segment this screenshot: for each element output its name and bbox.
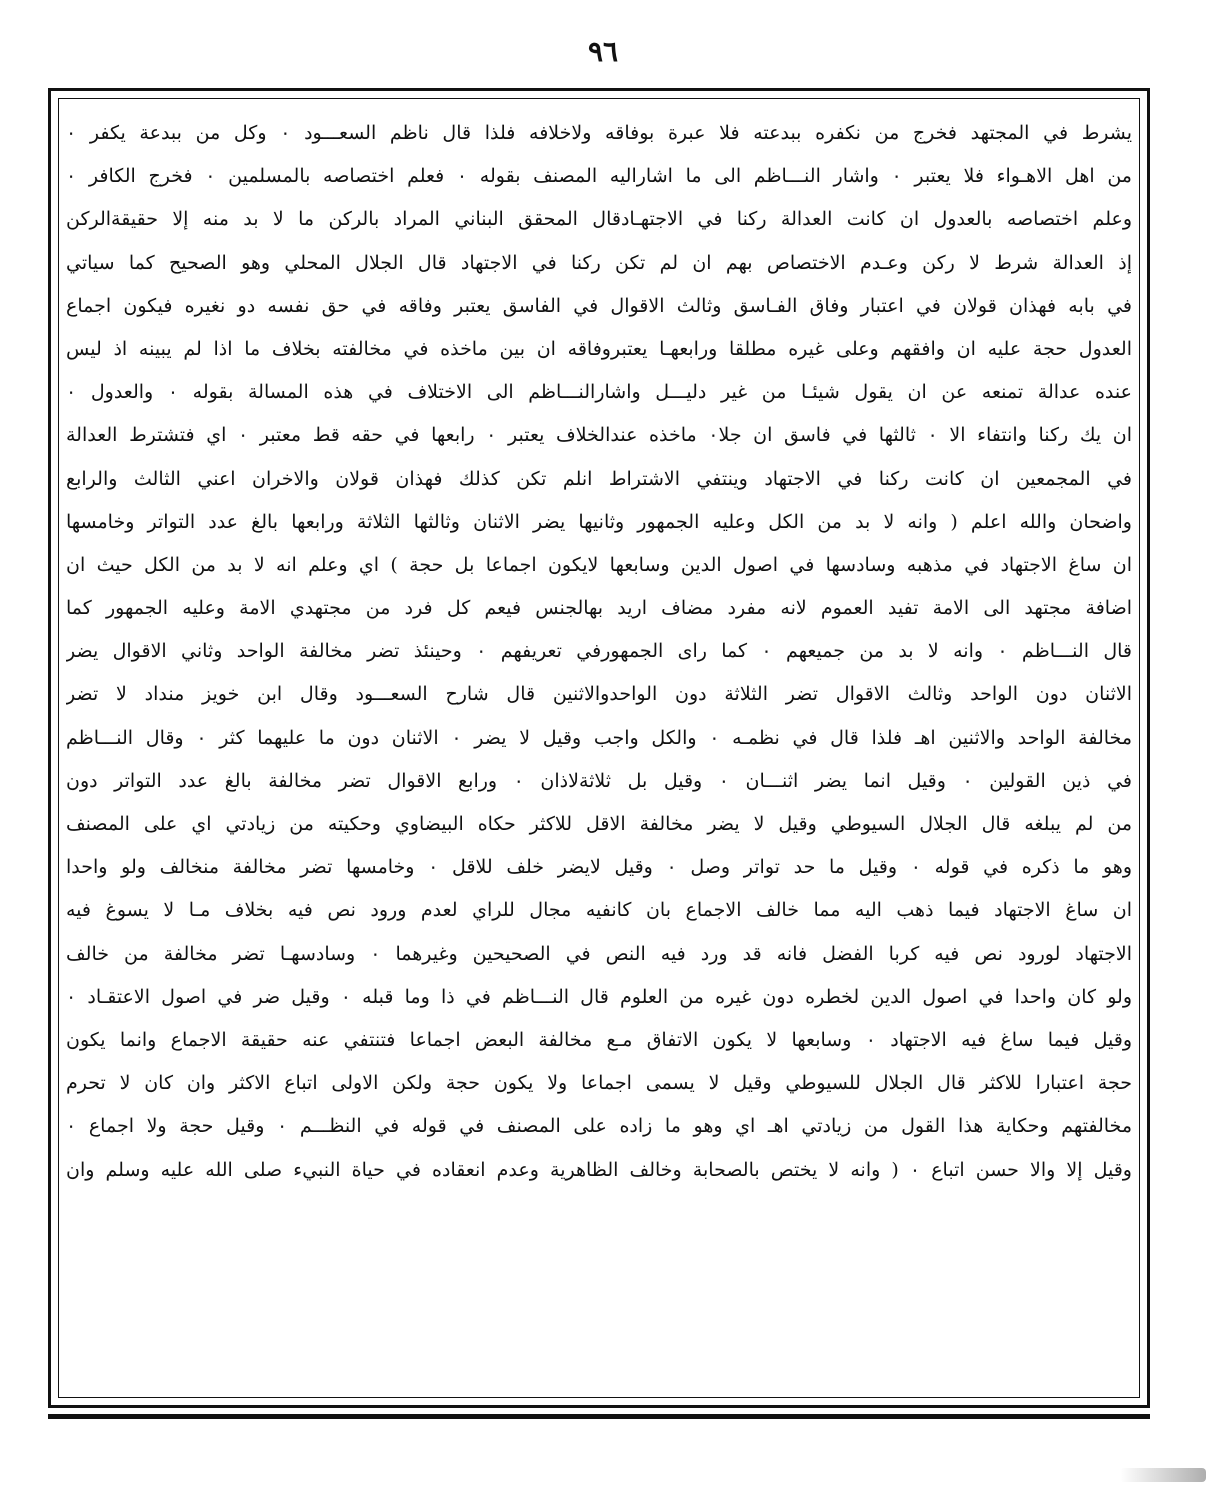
text-line: العدول حجة عليه ان وافقهم وعلى غيره مطلقا ورابعهـا يعتبروفاقه ان بين ماخذه في مخالفته بخلاف ما اذا لم يبينه اذ ليس	[66, 337, 1132, 360]
arabic-text-body	[66, 112, 1132, 1364]
text-line: ولو كان واحدا في اصول الدين لخطره دون غيره من العلوم قال النـــاظم في ذا وما قبله ٠ وقيل ضر في اصول الاعتقـاد ٠	[66, 985, 1132, 1008]
scan-smudge	[1120, 1468, 1206, 1482]
text-line: قال النـــاظم ٠ وانه لا بد من جميعهم ٠ كما راى الجمهورفي تعريفهم ٠ وحينئذ تضر مخالفة الواحد وثاني الاقوال يضر	[66, 640, 1132, 663]
text-line	[66, 1321, 1132, 1364]
text-line: واضحان والله اعلم ( وانه لا بد من الكل وعليه الجمهور وثانيها يضر الاثنان وثالثها الثلاثة ورابعها بالغ عدد التواتر وخامسها	[66, 510, 1132, 533]
text-line: مخالفتهم وحكاية هذا القول من زيادتي اهـ اي وهو ما زاده على المصنف في قوله في النظـــم ٠ وقيل حجة ولا اجماع ٠	[66, 1115, 1132, 1138]
text-line	[66, 1192, 1132, 1235]
text-line: إذ العدالة شرط لا ركن وعـدم الاختصاص بهم ان لم تكن ركنا في الاجتهاد قال الجلال المحلي وهو الصحيح كما سياتي	[66, 251, 1132, 274]
text-line: عنده عدالة تمنعه عن ان يقول شيئـا من غير دليـــل واشارالنـــاظم الى الاختلاف في هذه المسالة بقوله ٠ والعدول ٠	[66, 381, 1132, 404]
text-line: اضافة مجتهد الى الامة تفيد العموم لانه مفرد مضاف اريد بهالجنس فيعم كل فرد من مجتهدي الامة وعليه الجمهور كما	[66, 597, 1132, 620]
text-line: في بابه فهذان قولان في اعتبار وفاق الفـاسق وثالث الاقوال في الفاسق يعتبر وفاقه في حق نفسه دو نغيره فيكون اجماع	[66, 294, 1132, 317]
text-line: من لم يبلغه قال الجلال السيوطي وقيل لا يضر مخالفة الاقل للاكثر حكاه البيضاوي وحكيته من زيادتي اي على المصنف	[66, 813, 1132, 835]
text-line: من اهل الاهـواء فلا يعتبر ٠ واشار النـــاظم الى ما اشاراليه المصنف بقوله ٠ فعلم اختصاصه بالمسلمين ٠ فخرج الكافر ٠	[66, 165, 1132, 188]
text-line: مخالفة الواحد والاثنين اهـ فلذا قال في نظمـه ٠ والكل واجب وقيل لا يضر ٠ الاثنان دون ما عليهما كثر ٠ وقال النـــاظم	[66, 726, 1132, 749]
text-line: حجة اعتبارا للاكثر قال الجلال للسيوطي وقيل لا يسمى اجماعا ولا يكون حجة ولكن الاولى اتباع الاكثر وان كان لا تحرم	[66, 1072, 1132, 1095]
text-line: ان ساغ الاجتهاد في مذهبه وسادسها في اصول الدين وسابعها لايكون اجماعا بل حجة ) اي وعلم انه لا بد من الكل حيث ان	[66, 553, 1132, 576]
text-line: في المجمعين ان كانت ركنا في الاجتهاد وينتفي الاشتراط انلم تكن كذلك فهذان قولان والاخران اعني الثالث والرابع	[66, 467, 1132, 490]
text-line: وهو ما ذكره في قوله ٠ وقيل ما حد تواتر وصل ٠ وقيل لايضر خلف للاقل ٠ وخامسها تضر مخالفة منخالف ولو واحدا	[66, 856, 1132, 879]
text-line: الاثنان دون الواحد وثالث الاقوال تضر الثلاثة دون الواحدوالاثنين قال شارح السعـــود وقال ابن خويز منداد لا تضر	[66, 683, 1132, 706]
bottom-rule	[48, 1414, 1150, 1419]
text-line: يشرط في المجتهد فخرج من نكفره ببدعته فلا عبرة بوفاقه ولاخلافه فلذا قال ناظم السعـــود ٠ وكل من ببدعة يكفر ٠	[66, 122, 1132, 144]
text-line: ان يك ركنا وانتفاء الا ٠ ثالثها في فاسق ان جلا٠ ماخذه عندالخلاف يعتبر ٠ رابعها في حقه قط معتبر ٠ اي فتشترط العدالة	[66, 424, 1132, 447]
text-line: ان ساغ الاجتهاد فيما ذهب اليه مما خالف الاجماع بان كانفيه مجال للراي لعدم ورود نص فيه بخلاف مـا لا يسوغ فيه	[66, 899, 1132, 922]
text-line	[66, 1235, 1132, 1278]
text-line: في ذين القولين ٠ وقيل انما يضر اثنـــان ٠ وقيل بل ثلاثةلاذان ٠ ورابع الاقوال تضر مخالفة بالغ عدد التواتر دون	[66, 769, 1132, 792]
text-line: وعلم اختصاصه بالعدول ان كانت العدالة ركنا في الاجتهـادقال المحقق البناني المراد بالركن ما لا بد منه إلا حقيقةالركن	[66, 208, 1132, 231]
text-line	[66, 1278, 1132, 1321]
text-line: الاجتهاد لورود نص فيه كربا الفضل فانه قد ورد فيه النص في الصحيحين وغيرهما ٠ وسادسهـا تضر مخالفة من خالف	[66, 942, 1132, 965]
page-number: ٩٦	[587, 35, 619, 68]
text-line: وقيل إلا والا حسن اتباع ٠ ( وانه لا يختص بالصحابة وخالف الظاهرية وعدم انعقاده في حياة النبيء صلى الله عليه وسلم وان	[66, 1158, 1132, 1181]
text-line: وقيل فيما ساغ فيه الاجتهاد ٠ وسابعها لا يكون الاتفاق مـع مخالفة البعض اجماعا فتنتفي عنه حقيقة الاجماع وانما يكون	[66, 1028, 1132, 1051]
